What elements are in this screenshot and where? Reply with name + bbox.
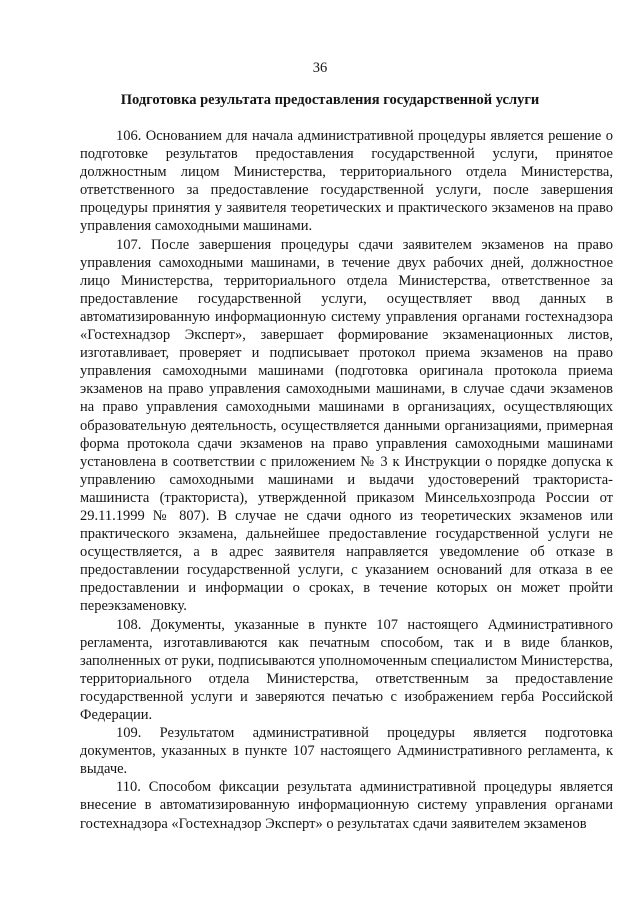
document-body [80,127,613,833]
paragraph-109: 109. Результатом административной процедуры является подготовка документов, указанных в пункте 107 настоящего Административного регламента, к выдаче. [80,725,613,778]
page-number: 36 [312,60,328,76]
section-heading: Подготовка результата предоставления государственной услуги [120,92,540,108]
paragraph-107: 107. После завершения процедуры сдачи заявителем экзаменов на право управления самоходными машинами, в течение двух рабочих дней, должностное лицо Министерства, территориального отдела Министерства, ответственное за предоставление государственной услуги, осуществляет ввод данных в автоматизированную информационную систему управления органами гостехнадзора «Гостехнадзор Эксперт», завершает формирование экзаменационных листов, изготавливает, проверяет и подписывает протокол приема экзаменов на право управления самоходными машинами (подготовка оригинала протокола приема экзаменов на право управления самоходными машинами, в случае сдачи экзаменов на право управления самоходными машинами в организациях, осуществляющих образовательную деятельность, осуществляется данными организациями, примерная форма протокола сдачи экзаменов на право управления самоходными машинами установлена в соответствии с приложением № 3 к Инструкции о порядке допуска к управлению самоходными машинами и выдачи удостоверений тракториста-машиниста (тракториста), утвержденной приказом Минсельхозпрода России от 29.11.1999 № 807). В случае не сдачи одного из теоретических экзаменов или практического экзамена, дальнейшее предоставление государственной услуги не осуществляется, а в адрес заявителя направляется уведомление об отказе в предоставлении государственной услуги, с указанием оснований для отказа в ее предоставлении и информации о сроках, в течение которых он может пройти переэкзаменовку. [80,236,613,615]
paragraph-110: 110. Способом фиксации результата административной процедуры является внесение в автоматизированную информационную систему управления органами гостехнадзора «Гостехнадзор Эксперт» о результатах сдачи заявителем экзаменов [80,779,613,832]
paragraph-106: 106. Основанием для начала административной процедуры является решение о подготовке результатов предоставления государственной услуги, принятое должностным лицом Министерства, территориального отдела Министерства, ответственного за предоставление государственной услуги, после завершения процедуры принятия у заявителя теоретических и практического экзаменов на право управления самоходными машинами. [80,128,613,235]
paragraph-108: 108. Документы, указанные в пункте 107 настоящего Административного регламента, изготавливаются как печатным способом, так и в виде бланков, заполненных от руки, подписываются уполномоченным специалистом Министерства, территориального отдела Министерства, ответственным за предоставление государственной услуги и заверяются печатью с изображением герба Российской Федерации. [80,616,613,723]
